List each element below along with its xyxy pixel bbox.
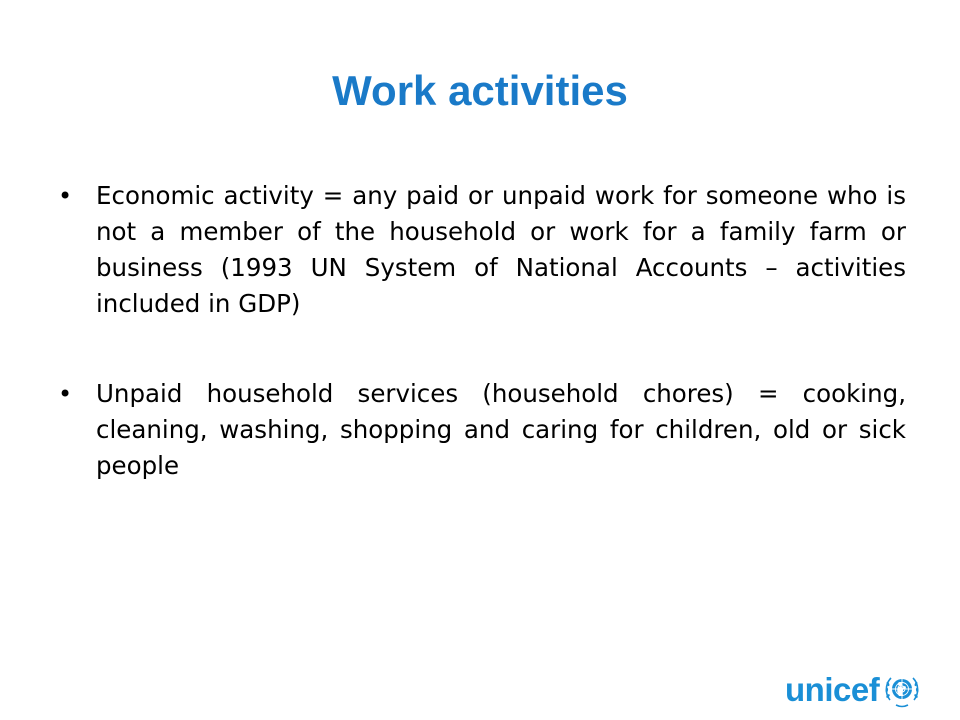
bullet-marker: • [58,182,73,210]
logo-wordmark: unicef [785,671,880,708]
bullet-text: Unpaid household services (household chores) = cooking, cleaning, washing, shopping and caring for children, old or sick people [96,379,906,480]
unicef-emblem-icon [882,670,922,710]
bullet-list [58,178,906,538]
unicef-logo [785,668,935,712]
bullet-item-unpaid-household-services [58,376,906,484]
bullet-marker: • [58,380,73,408]
bullet-item-economic-activity [58,178,906,322]
slide-title: Work activities [332,67,628,114]
bullet-text: Economic activity = any paid or unpaid work for someone who is not a member of the household or work for a family farm or business (1993 UN System of National Accounts – activities included in GDP) [96,181,906,318]
